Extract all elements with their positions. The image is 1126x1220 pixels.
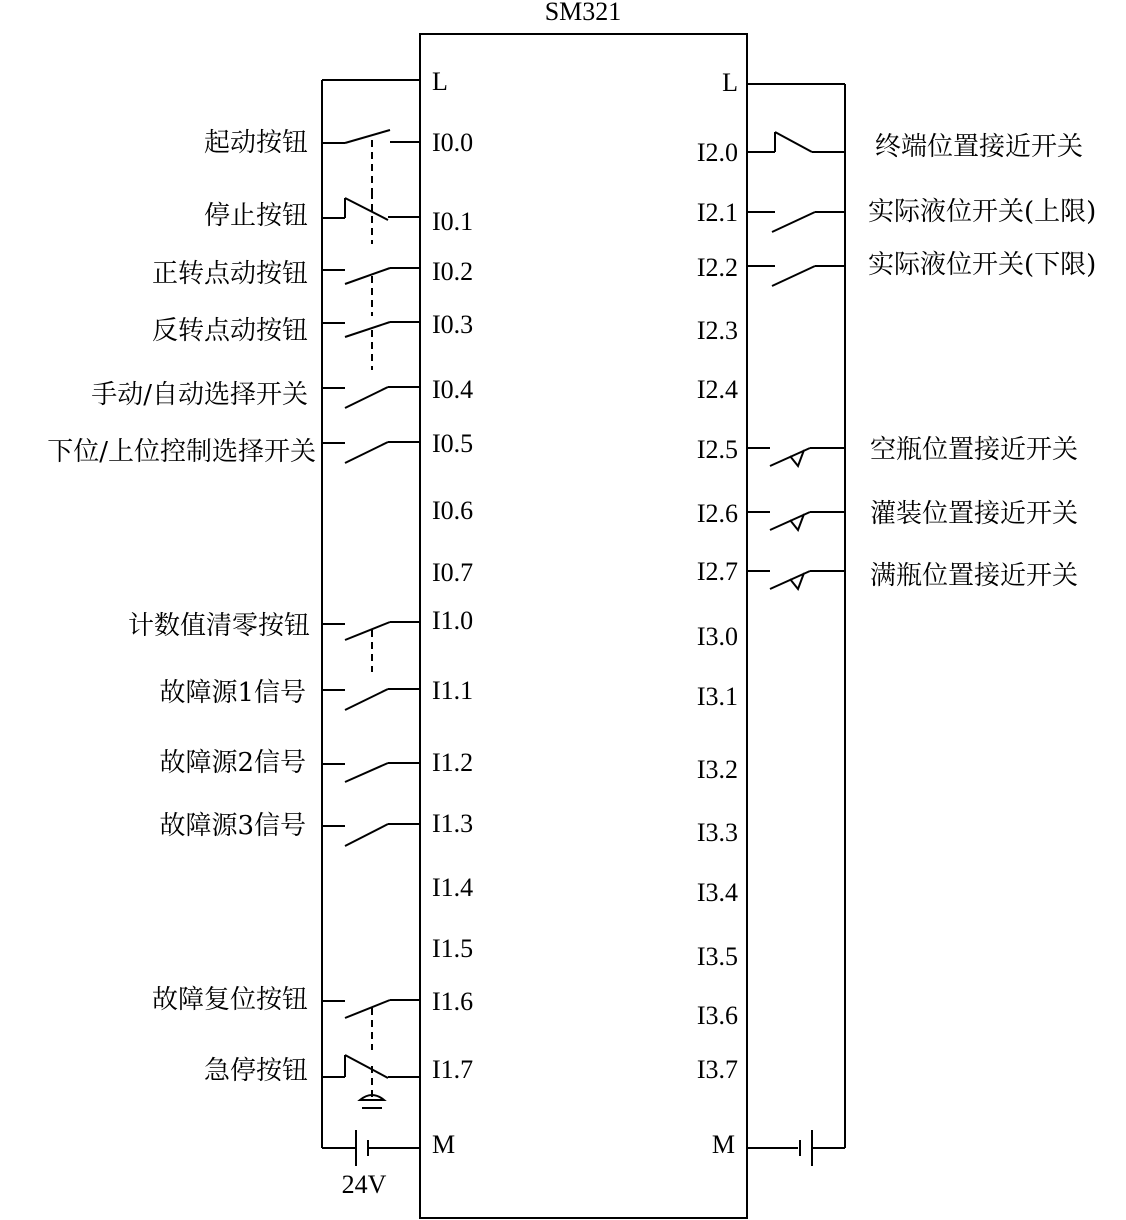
label-count-reset-button: 计数值清零按钮 [127,611,310,641]
left-pin-labels [432,67,473,1159]
pin-i3-7: I3.7 [696,1055,738,1084]
label-estop-button: 急停按钮 [203,1056,308,1086]
pin-i0-4: I0.4 [432,375,474,404]
pin-i3-2: I3.2 [696,755,738,784]
pin-i0-3: I0.3 [432,310,474,339]
label-start-button: 起动按钮 [203,128,308,158]
pin-i3-3: I3.3 [696,818,738,847]
pin-i0-7: I0.7 [432,558,474,587]
label-low-high-switch: 下位/上位控制选择开关 [47,437,316,467]
pin-i2-4: I2.4 [696,375,738,404]
left-device-labels [47,128,316,1086]
label-fault1-signal: 故障源1信号 [159,678,306,708]
module-title: SM321 [544,0,622,26]
pin-i2-5: I2.5 [696,435,738,464]
label-rev-jog-button: 反转点动按钮 [151,316,308,346]
label-filling-position-switch: 灌装位置接近开关 [870,499,1079,529]
pin-m-right: M [711,1130,735,1159]
pin-i2-7: I2.7 [696,557,738,586]
right-pin-labels [697,68,738,1159]
left-wiring [322,80,420,1166]
pin-i1-1: I1.1 [432,676,474,705]
pin-i2-3: I2.3 [696,316,738,345]
pin-i2-6: I2.6 [696,499,738,528]
pin-m-left: M [432,1130,456,1159]
label-level-low-switch: 实际液位开关(下限) [868,250,1097,280]
pin-i3-4: I3.4 [696,878,738,907]
pin-i1-0: I1.0 [432,606,474,635]
label-stop-button: 停止按钮 [203,201,308,231]
pin-i0-2: I0.2 [432,257,474,286]
label-fault2-signal: 故障源2信号 [159,748,306,778]
pin-l-left: L [432,67,448,96]
label-manual-auto-switch: 手动/自动选择开关 [91,380,308,410]
pin-i1-5: I1.5 [432,934,474,963]
pin-i1-7: I1.7 [432,1055,474,1084]
pin-i1-6: I1.6 [432,987,474,1016]
pin-i1-4: I1.4 [432,873,474,902]
pin-i2-2: I2.2 [696,253,738,282]
pin-i0-1: I0.1 [432,207,474,236]
label-level-high-switch: 实际液位开关(上限) [868,197,1097,227]
label-full-bottle-switch: 满瓶位置接近开关 [870,561,1079,591]
pin-i2-1: I2.1 [696,198,738,227]
pin-i2-0: I2.0 [696,138,738,167]
pin-i3-0: I3.0 [696,622,738,651]
pin-i0-0: I0.0 [432,128,474,157]
pin-l-right: L [722,68,738,97]
label-fault-reset-button: 故障复位按钮 [151,985,308,1015]
label-fwd-jog-button: 正转点动按钮 [151,259,308,289]
pin-i0-6: I0.6 [432,496,474,525]
right-device-labels [868,132,1096,591]
pin-i3-5: I3.5 [696,942,738,971]
label-fault3-signal: 故障源3信号 [159,811,306,841]
pin-i0-5: I0.5 [432,429,474,458]
label-end-position-switch: 终端位置接近开关 [875,132,1084,162]
right-wiring [747,84,845,1166]
pin-i3-6: I3.6 [696,1001,738,1030]
pin-i3-1: I3.1 [696,682,738,711]
pin-i1-3: I1.3 [432,809,474,838]
label-empty-bottle-switch: 空瓶位置接近开关 [870,435,1079,465]
supply-voltage-label: 24V [341,1170,387,1199]
pin-i1-2: I1.2 [432,748,474,777]
